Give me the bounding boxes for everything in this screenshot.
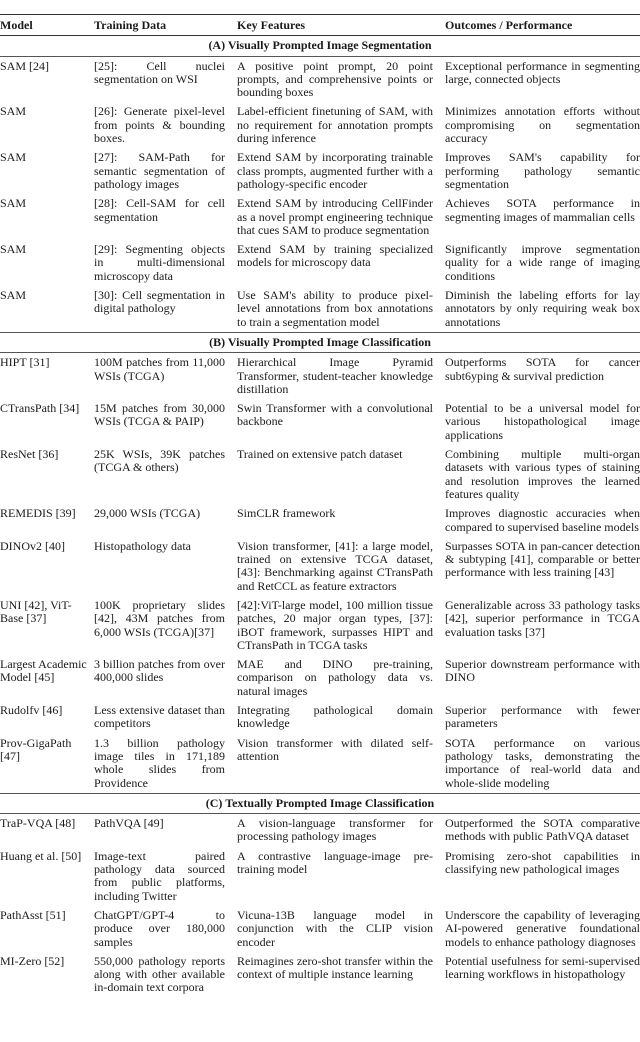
outcomes-cell: Outperforms SOTA for cancer subt6yping & survival prediction bbox=[445, 355, 640, 383]
model-cell: SAM bbox=[0, 104, 27, 119]
model-cell: ResNet [36] bbox=[0, 447, 59, 462]
training-data-cell: PathVQA [49] bbox=[94, 816, 164, 831]
table-row bbox=[0, 445, 640, 504]
table-row bbox=[0, 906, 640, 952]
table-row bbox=[0, 148, 640, 194]
training-data-cell: [26]: Generate pixel-level from points & bounding boxes. bbox=[94, 104, 225, 146]
table-row bbox=[0, 286, 640, 332]
training-data-cell: ChatGPT/GPT-4 to produce over 180,000 samples bbox=[94, 907, 225, 949]
training-data-cell: [29]: Segmenting objects in multi-dimensional microscopy data bbox=[94, 242, 225, 283]
key-features-cell: Label-efficient finetuning of SAM, with no requirement for annotation prompts during inference bbox=[237, 104, 433, 146]
section-heading-row bbox=[0, 36, 640, 56]
training-data-cell: Image-text paired pathology data sourced from public platforms, including Twitter bbox=[94, 848, 225, 903]
model-cell: Prov-GigaPath [47] bbox=[0, 735, 72, 763]
training-data-cell: 29,000 WSIs (TCGA) bbox=[94, 506, 201, 521]
outcomes-cell: Improves diagnostic accuracies when compared to supervised baseline models bbox=[445, 506, 640, 534]
table-row bbox=[0, 847, 640, 906]
table-header bbox=[0, 15, 640, 36]
table-row bbox=[0, 734, 640, 794]
model-cell: UNI [42], ViT-Base [37] bbox=[0, 597, 72, 626]
key-features-cell: Integrating pathological domain knowledge bbox=[237, 703, 433, 731]
header-model: Model bbox=[0, 18, 33, 32]
table-row bbox=[0, 504, 640, 537]
model-cell: SAM bbox=[0, 242, 27, 257]
key-features-cell: Trained on extensive patch dataset bbox=[237, 447, 403, 462]
table-body bbox=[0, 36, 640, 998]
table-row bbox=[0, 537, 640, 596]
outcomes-cell: Potential usefulness for semi-supervised learning workflows in histopathology bbox=[445, 953, 640, 982]
outcomes-cell: Outperformed the SOTA comparative methods with public PathVQA dataset bbox=[445, 816, 640, 844]
model-cell: DINOv2 [40] bbox=[0, 538, 65, 553]
outcomes-cell: Generalizable across 33 pathology tasks [42], superior performance in TCGA evaluation tasks [37] bbox=[445, 597, 640, 639]
key-features-cell: Extend SAM by introducing CellFinder as a novel prompt engineering technique that cues SAM to produce segmentation bbox=[237, 196, 433, 237]
model-cell: Huang et al. [50] bbox=[0, 848, 82, 863]
model-cell: CTransPath [34] bbox=[0, 401, 80, 416]
key-features-cell: Vicuna-13B language model in conjunction with the CLIP vision encoder bbox=[237, 907, 433, 949]
training-data-cell: [30]: Cell segmentation in digital pathology bbox=[94, 288, 225, 316]
outcomes-cell: Underscore the capability of leveraging AI-powered generative foundational models to enhance pathology diagnoses bbox=[445, 907, 640, 949]
training-data-cell: 15M patches from 30,000 WSIs (TCGA & PAIP) bbox=[94, 401, 225, 429]
model-cell: Rudolfv [46] bbox=[0, 703, 63, 718]
outcomes-cell: Improves SAM's capability for performing pathology semantic segmentation bbox=[445, 150, 640, 191]
key-features-cell: A contrastive language-image pre-training model bbox=[237, 848, 433, 877]
model-cell: SAM bbox=[0, 288, 27, 303]
key-features-cell: Extend SAM by incorporating trainable class prompts, augmented further with a pathology-specific encoder bbox=[237, 150, 433, 191]
training-data-cell: Less extensive dataset than competitors bbox=[94, 703, 225, 731]
section-heading: (C) Textually Prompted Image Classification bbox=[205, 795, 435, 810]
table-row bbox=[0, 240, 640, 286]
section-heading-row bbox=[0, 332, 640, 352]
training-data-cell: [27]: SAM-Path for semantic segmentation of pathology images bbox=[94, 150, 225, 191]
header-key-features: Key Features bbox=[237, 18, 306, 32]
training-data-cell: [25]: Cell nuclei segmentation on WSI bbox=[94, 58, 225, 86]
key-features-cell: Vision transformer, [41]: a large model, trained on extensive TCGA dataset, [43]: Benchmarking against CTransPath and RetCCL as feature extractors bbox=[237, 538, 433, 593]
model-cell: PathAsst [51] bbox=[0, 907, 66, 922]
header-training-data: Training Data bbox=[94, 18, 167, 32]
key-features-cell: A vision-language transformer for processing pathology images bbox=[237, 816, 433, 844]
table-row bbox=[0, 353, 640, 399]
outcomes-cell: Potential to be a universal model for various histopathological image applications bbox=[445, 401, 640, 442]
outcomes-cell: Superior downstream performance with DINO bbox=[445, 657, 640, 685]
model-cell: REMEDIS [39] bbox=[0, 506, 76, 521]
model-cell: SAM bbox=[0, 150, 27, 165]
table-row bbox=[0, 102, 640, 148]
outcomes-cell: Combining multiple multi-organ datasets with various types of staining and resolution improves the learned features quality bbox=[445, 447, 640, 501]
header-outcomes: Outcomes / Performance bbox=[445, 18, 573, 32]
table-row bbox=[0, 596, 640, 655]
table-row bbox=[0, 701, 640, 734]
outcomes-cell: Promising zero-shot capabilities in classifying new pathological images bbox=[445, 848, 640, 877]
outcomes-cell: Achieves SOTA performance in segmenting images of mammalian cells bbox=[445, 196, 640, 224]
training-data-cell: 100K proprietary slides [42], 43M patches from 6,000 WSIs (TCGA)[37] bbox=[94, 597, 225, 639]
table-row bbox=[0, 814, 640, 847]
header-row bbox=[0, 15, 640, 36]
outcomes-cell: Exceptional performance in segmenting large, connected objects bbox=[445, 58, 640, 86]
model-cell: HIPT [31] bbox=[0, 355, 50, 370]
section-heading-row bbox=[0, 793, 640, 813]
outcomes-cell: Diminish the labeling efforts for lay annotators by only requiring weak box annotations bbox=[445, 288, 640, 329]
training-data-cell: 100M patches from 11,000 WSIs (TCGA) bbox=[94, 355, 225, 383]
model-cell: SAM [24] bbox=[0, 58, 50, 73]
key-features-cell: A positive point prompt, 20 point prompts, and comprehensive points or bounding boxes bbox=[237, 58, 433, 100]
table-row bbox=[0, 952, 640, 998]
table-row bbox=[0, 655, 640, 701]
model-cell: Largest Academic Model [45] bbox=[0, 657, 87, 685]
key-features-cell: Swin Transformer with a convolutional backbone bbox=[237, 401, 433, 429]
comparison-table bbox=[0, 14, 640, 998]
outcomes-cell: Surpasses SOTA in pan-cancer detection & subtyping [41], comparable or better performance with less training [43] bbox=[445, 538, 640, 580]
key-features-cell: [42]:ViT-large model, 100 million tissue patches, 20 major organ types, [37]: iBOT framework, surpasses HIPT and CTransPath in TCGA tasks bbox=[237, 597, 433, 652]
model-cell: MI-Zero [52] bbox=[0, 953, 65, 968]
training-data-cell: [28]: Cell-SAM for cell segmentation bbox=[94, 196, 225, 224]
key-features-cell: SimCLR framework bbox=[237, 506, 336, 521]
key-features-cell: Extend SAM by training specialized models for microscopy data bbox=[237, 242, 433, 270]
model-cell: SAM bbox=[0, 196, 27, 211]
section-heading: (B) Visually Prompted Image Classification bbox=[209, 334, 431, 349]
key-features-cell: Use SAM's ability to produce pixel-level annotations from box annotations to train a segmentation model bbox=[237, 288, 433, 329]
key-features-cell: Hierarchical Image Pyramid Transformer, student-teacher knowledge distillation bbox=[237, 355, 433, 396]
table-row bbox=[0, 194, 640, 240]
table-row bbox=[0, 399, 640, 445]
training-data-cell: 3 billion patches from over 400,000 slides bbox=[94, 657, 225, 685]
key-features-cell: MAE and DINO pre-training, comparison on pathology data vs. natural images bbox=[237, 657, 433, 698]
key-features-cell: Reimagines zero-shot transfer within the context of multiple instance learning bbox=[237, 953, 433, 982]
section-heading: (A) Visually Prompted Image Segmentation bbox=[208, 38, 432, 53]
training-data-cell: 1.3 billion pathology image tiles in 171,189 whole slides from Providence bbox=[94, 735, 225, 790]
model-cell: TraP-VQA [48] bbox=[0, 816, 76, 831]
outcomes-cell: Minimizes annotation efforts without compromising on segmentation accuracy bbox=[445, 104, 640, 146]
outcomes-cell: Significantly improve segmentation quality for a wide range of imaging conditions bbox=[445, 242, 640, 283]
training-data-cell: 550,000 pathology reports along with other available in-domain text corpora bbox=[94, 953, 225, 995]
training-data-cell: Histopathology data bbox=[94, 538, 191, 553]
table-row bbox=[0, 56, 640, 102]
training-data-cell: 25K WSIs, 39K patches (TCGA & others) bbox=[94, 447, 225, 475]
outcomes-cell: SOTA performance on various pathology tasks, demonstrating the importance of real-world data and whole-slide modeling bbox=[445, 735, 640, 790]
key-features-cell: Vision transformer with dilated self-attention bbox=[237, 735, 433, 763]
outcomes-cell: Superior performance with fewer parameters bbox=[445, 703, 640, 731]
